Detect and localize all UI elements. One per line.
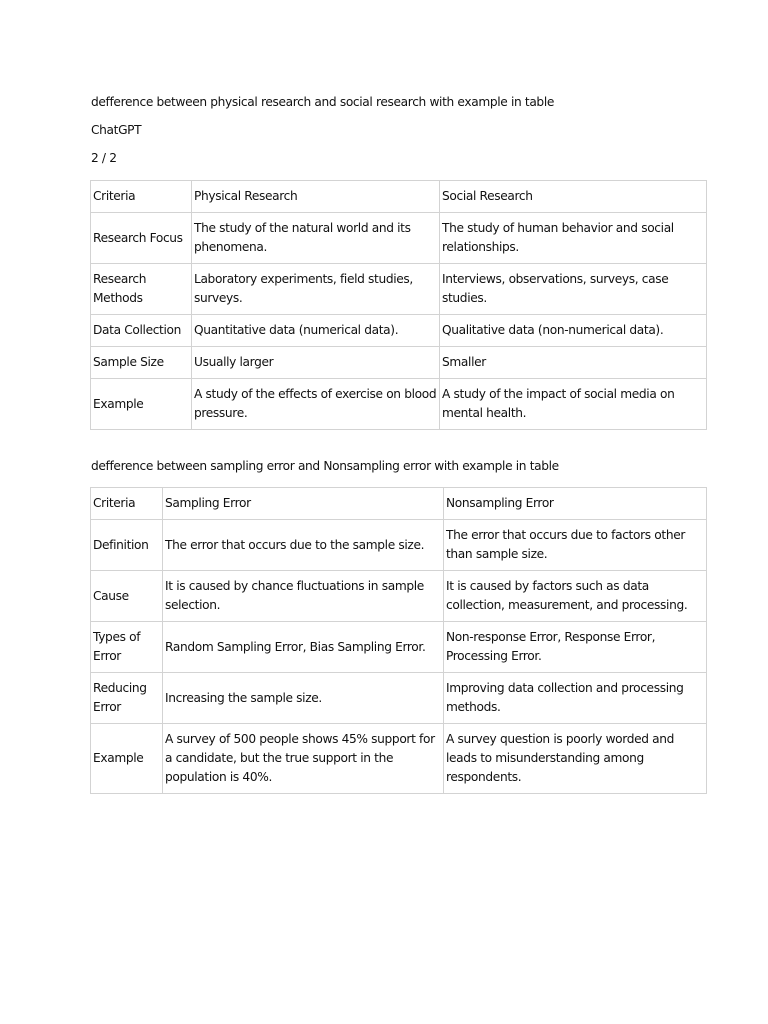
sampling-vs-nonsampling-error-table [90,487,707,794]
table-cell: Interviews, observations, surveys, case studies. [440,264,707,315]
table-row [91,724,707,794]
table-cell: It is caused by chance fluctuations in sample selection. [163,571,444,622]
table-cell: Improving data collection and processing methods. [444,673,707,724]
table-row [91,379,707,430]
table-cell: A study of the impact of social media on mental health. [440,379,707,430]
table-cell: Usually larger [192,347,440,379]
physical-vs-social-research-table [90,180,707,430]
table-cell: Random Sampling Error, Bias Sampling Error. [163,622,444,673]
table-row [91,347,707,379]
criteria-cell: Types of Error [91,622,163,673]
table-row [91,264,707,315]
criteria-cell: Reducing Error [91,673,163,724]
table-cell: Laboratory experiments, field studies, surveys. [192,264,440,315]
table-cell: Increasing the sample size. [163,673,444,724]
criteria-cell: Cause [91,571,163,622]
table-header-row [91,488,707,520]
header-cell: Sampling Error [163,488,444,520]
criteria-cell: Example [91,724,163,794]
header-cell: Nonsampling Error [444,488,707,520]
header-cell: Criteria [91,488,163,520]
table-cell: Qualitative data (non-numerical data). [440,315,707,347]
table-header-row [91,181,707,213]
question-1-text: defference between physical research and social research with example in table [91,95,555,109]
response-pager: 2 / 2 [91,151,117,165]
table-cell: Quantitative data (numerical data). [192,315,440,347]
table-row [91,622,707,673]
table-cell: A survey question is poorly worded and leads to misunderstanding among respondents. [444,724,707,794]
header-cell: Criteria [91,181,192,213]
criteria-cell: Data Collection [91,315,192,347]
criteria-cell: Research Focus [91,213,192,264]
table-cell: The error that occurs due to factors other than sample size. [444,520,707,571]
table-cell: A survey of 500 people shows 45% support for a candidate, but the true support in the population is 40%. [163,724,444,794]
author-label: ChatGPT [91,123,142,137]
question-2-text: defference between sampling error and Nonsampling error with example in table [91,459,559,473]
criteria-cell: Example [91,379,192,430]
header-cell: Social Research [440,181,707,213]
table-cell: It is caused by factors such as data collection, measurement, and processing. [444,571,707,622]
criteria-cell: Research Methods [91,264,192,315]
criteria-cell: Definition [91,520,163,571]
table-cell: The study of the natural world and its phenomena. [192,213,440,264]
table-cell: Smaller [440,347,707,379]
table-cell: A study of the effects of exercise on blood pressure. [192,379,440,430]
table-cell: The study of human behavior and social relationships. [440,213,707,264]
table-row [91,520,707,571]
criteria-cell: Sample Size [91,347,192,379]
table-cell: The error that occurs due to the sample size. [163,520,444,571]
header-cell: Physical Research [192,181,440,213]
table-row [91,571,707,622]
table-cell: Non-response Error, Response Error, Processing Error. [444,622,707,673]
table-row [91,213,707,264]
table-row [91,315,707,347]
table-row [91,673,707,724]
